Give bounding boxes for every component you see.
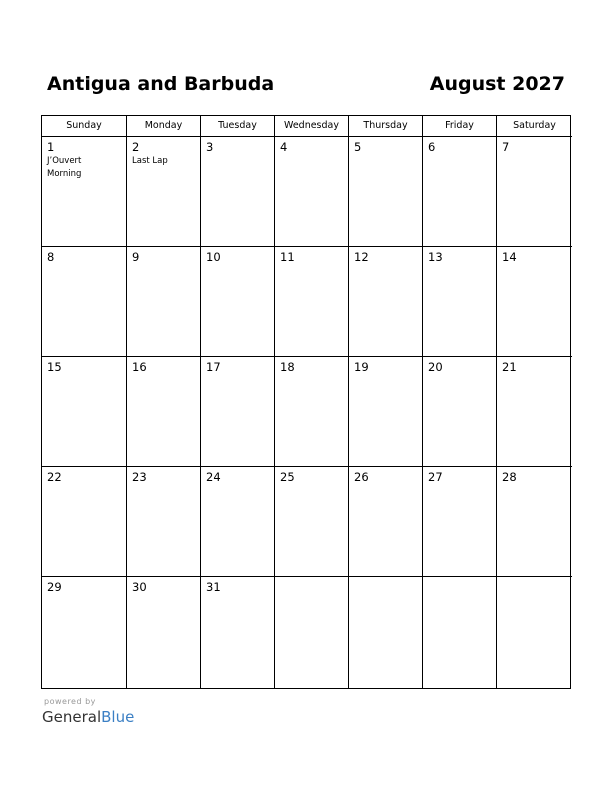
country-title: Antigua and Barbuda — [47, 73, 275, 95]
day-cell — [423, 137, 497, 247]
empty-day-cell — [349, 577, 423, 688]
weekday-header-wednesday: Wednesday — [275, 116, 349, 137]
day-number: 12 — [354, 250, 369, 264]
day-number: 22 — [47, 470, 62, 484]
day-number: 25 — [280, 470, 295, 484]
day-number: 27 — [428, 470, 443, 484]
day-cell — [349, 467, 423, 577]
day-cell — [127, 467, 201, 577]
day-cell — [42, 467, 127, 577]
day-cell — [42, 577, 127, 688]
generalblue-branding[interactable] — [42, 697, 152, 727]
day-number: 4 — [280, 140, 288, 154]
empty-day-cell — [275, 577, 349, 688]
weekday-header-sunday: Sunday — [42, 116, 127, 137]
day-number: 7 — [502, 140, 510, 154]
day-number: 26 — [354, 470, 369, 484]
empty-day-cell — [423, 577, 497, 688]
day-number: 1 — [47, 140, 55, 154]
holiday-label: Last Lap — [132, 156, 168, 166]
weekday-header-tuesday: Tuesday — [201, 116, 275, 137]
day-number: 11 — [280, 250, 295, 264]
day-number: 3 — [206, 140, 214, 154]
day-number: 18 — [280, 360, 295, 374]
weekday-header-saturday: Saturday — [497, 116, 572, 137]
generalblue-logo[interactable] — [42, 707, 152, 727]
month-year-title: August 2027 — [429, 73, 565, 95]
day-number: 24 — [206, 470, 221, 484]
day-number: 20 — [428, 360, 443, 374]
day-number: 23 — [132, 470, 147, 484]
day-number: 21 — [502, 360, 517, 374]
weekday-header-thursday: Thursday — [349, 116, 423, 137]
day-cell — [42, 137, 127, 247]
day-cell — [497, 467, 572, 577]
holiday-label: J’Ouvert Morning — [47, 156, 82, 179]
day-cell — [423, 357, 497, 467]
day-number: 19 — [354, 360, 369, 374]
day-cell — [127, 247, 201, 357]
day-cell — [497, 247, 572, 357]
day-cell — [42, 357, 127, 467]
day-cell — [349, 137, 423, 247]
empty-day-cell — [497, 577, 572, 688]
brand-blue-text: Blue — [101, 708, 135, 726]
day-number: 29 — [47, 580, 62, 594]
day-cell — [275, 467, 349, 577]
day-cell — [423, 247, 497, 357]
day-cell — [42, 247, 127, 357]
day-number: 30 — [132, 580, 147, 594]
day-number: 6 — [428, 140, 436, 154]
weekday-header-friday: Friday — [423, 116, 497, 137]
day-cell — [201, 467, 275, 577]
day-cell — [201, 137, 275, 247]
day-number: 8 — [47, 250, 55, 264]
day-cell — [201, 247, 275, 357]
day-number: 10 — [206, 250, 221, 264]
day-cell — [127, 137, 201, 247]
day-cell — [349, 357, 423, 467]
day-number: 2 — [132, 140, 140, 154]
day-number: 9 — [132, 250, 140, 264]
day-cell — [349, 247, 423, 357]
day-cell — [127, 357, 201, 467]
weekday-header-monday: Monday — [127, 116, 201, 137]
day-cell — [275, 357, 349, 467]
day-cell — [497, 357, 572, 467]
day-number: 31 — [206, 580, 221, 594]
day-cell — [275, 247, 349, 357]
brand-general-text: General — [42, 708, 102, 726]
calendar-grid — [41, 115, 571, 689]
day-cell — [127, 577, 201, 688]
day-cell — [497, 137, 572, 247]
day-cell — [201, 357, 275, 467]
day-number: 5 — [354, 140, 362, 154]
day-number: 17 — [206, 360, 221, 374]
day-number: 28 — [502, 470, 517, 484]
day-cell — [423, 467, 497, 577]
day-number: 14 — [502, 250, 517, 264]
day-number: 15 — [47, 360, 62, 374]
day-number: 16 — [132, 360, 147, 374]
powered-by-text: powered by — [44, 697, 96, 706]
day-number: 13 — [428, 250, 443, 264]
day-cell — [201, 577, 275, 688]
day-cell — [275, 137, 349, 247]
